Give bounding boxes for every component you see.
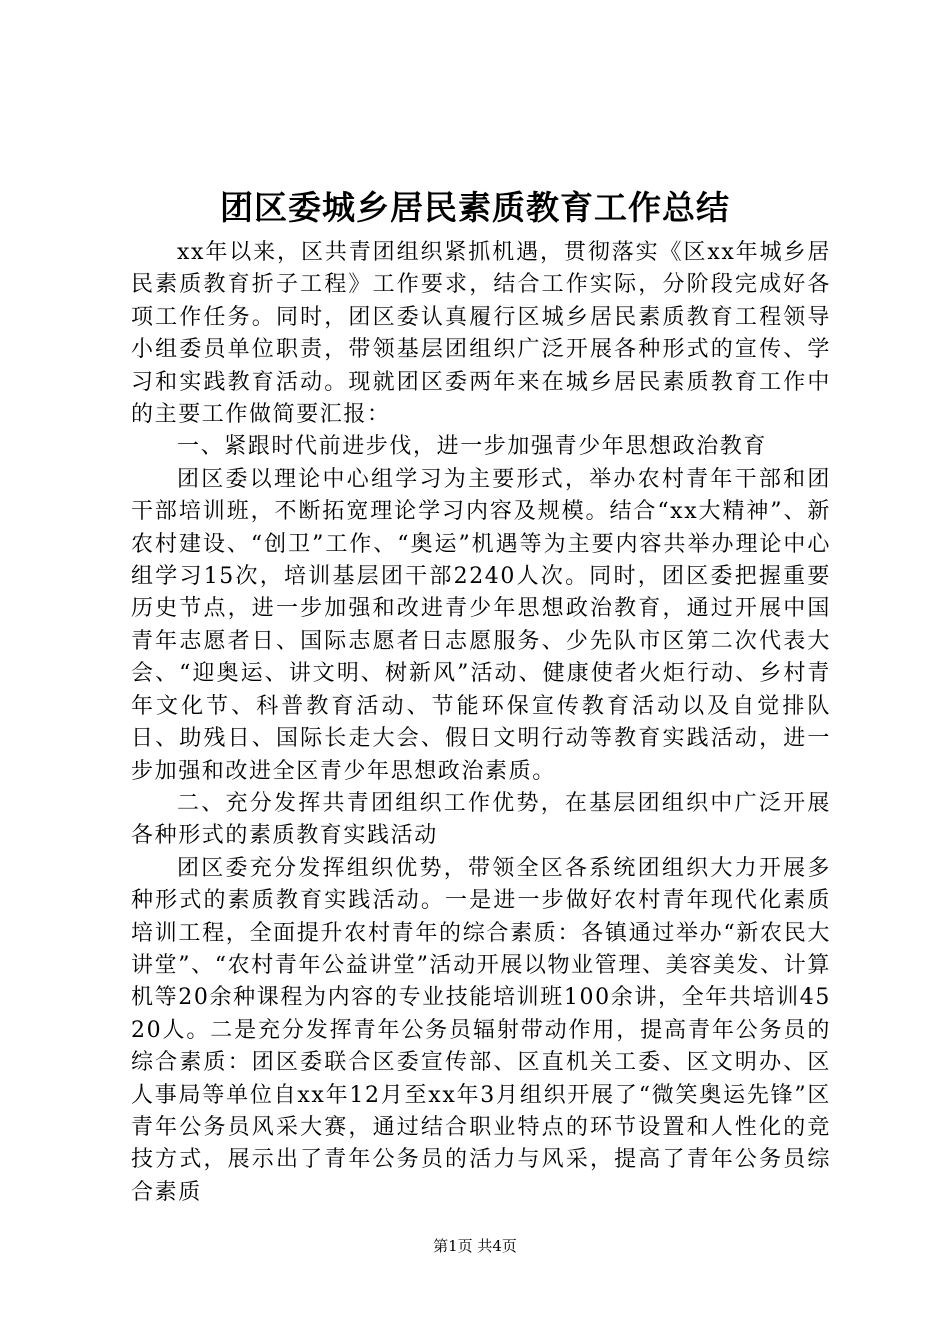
intro-paragraph: xx年以来，区共青团组织紧抓机遇，贯彻落实《区xx年城乡居民素质教育折子工程》工作要求，结合工作实际，分阶段完成好各项工作任务。同时，团区委认真履行区城乡居民素质教育工程领导小组委员单位职责，带领基层团组织广泛开展各种形式的宣传、学习和实践教育活动。现就团区委两年来在城乡居民素质教育工作中的主要工作做简要汇报： (131, 240, 831, 428)
section-heading-2: 二、充分发挥共青团组织工作优势，在基层团组织中广泛开展各种形式的素质教育实践活动 (131, 790, 831, 849)
section-heading-1: 一、紧跟时代前进步伐，进一步加强青少年思想政治教育 (177, 434, 768, 460)
document-title: 团区委城乡居民素质教育工作总结 (220, 188, 730, 227)
page-number-footer: 第1页 共4页 (433, 1237, 517, 1255)
section-2-paragraph: 团区委充分发挥组织优势，带领全区各系统团组织大力开展多种形式的素质教育实践活动。一是进一步做好农村青年现代化素质培训工程，全面提升农村青年的综合素质：各镇通过举办“新农民大讲堂”、“农村青年公益讲堂”活动开展以物业管理、美容美发、计算机等20余种课程为内容的专业技能培训班100余讲，全年共培训4520人。二是充分发挥青年公务员辐射带动作用，提高青年公务员的综合素质：团区委联合区委宣传部、区直机关工委、区文明办、区人事局等单位自xx年12月至xx年3月组织开展了“微笑奥运先锋”区青年公务员风采大赛，通过结合职业特点的环节设置和人性化的竞技方式，展示出了青年公务员的活力与风采，提高了青年公务员综合素质 (131, 855, 831, 1205)
section-1-paragraph: 团区委以理论中心组学习为主要形式，举办农村青年干部和团干部培训班，不断拓宽理论学习内容及规模。结合“xx大精神”、新农村建设、“创卫”工作、“奥运”机遇等为主要内容共举办理论中心组学习15次，培训基层团干部2240人次。同时，团区委把握重要历史节点，进一步加强和改进青少年思想政治教育，通过开展中国青年志愿者日、国际志愿者日志愿服务、少先队市区第二次代表大会、“迎奥运、讲文明、树新风”活动、健康使者火炬行动、乡村青年文化节、科普教育活动、节能环保宣传教育活动以及自觉排队日、助残日、国际长走大会、假日文明行动等教育实践活动，进一步加强和改进全区青少年思想政治素质。 (131, 466, 831, 784)
document-body (131, 237, 831, 1209)
